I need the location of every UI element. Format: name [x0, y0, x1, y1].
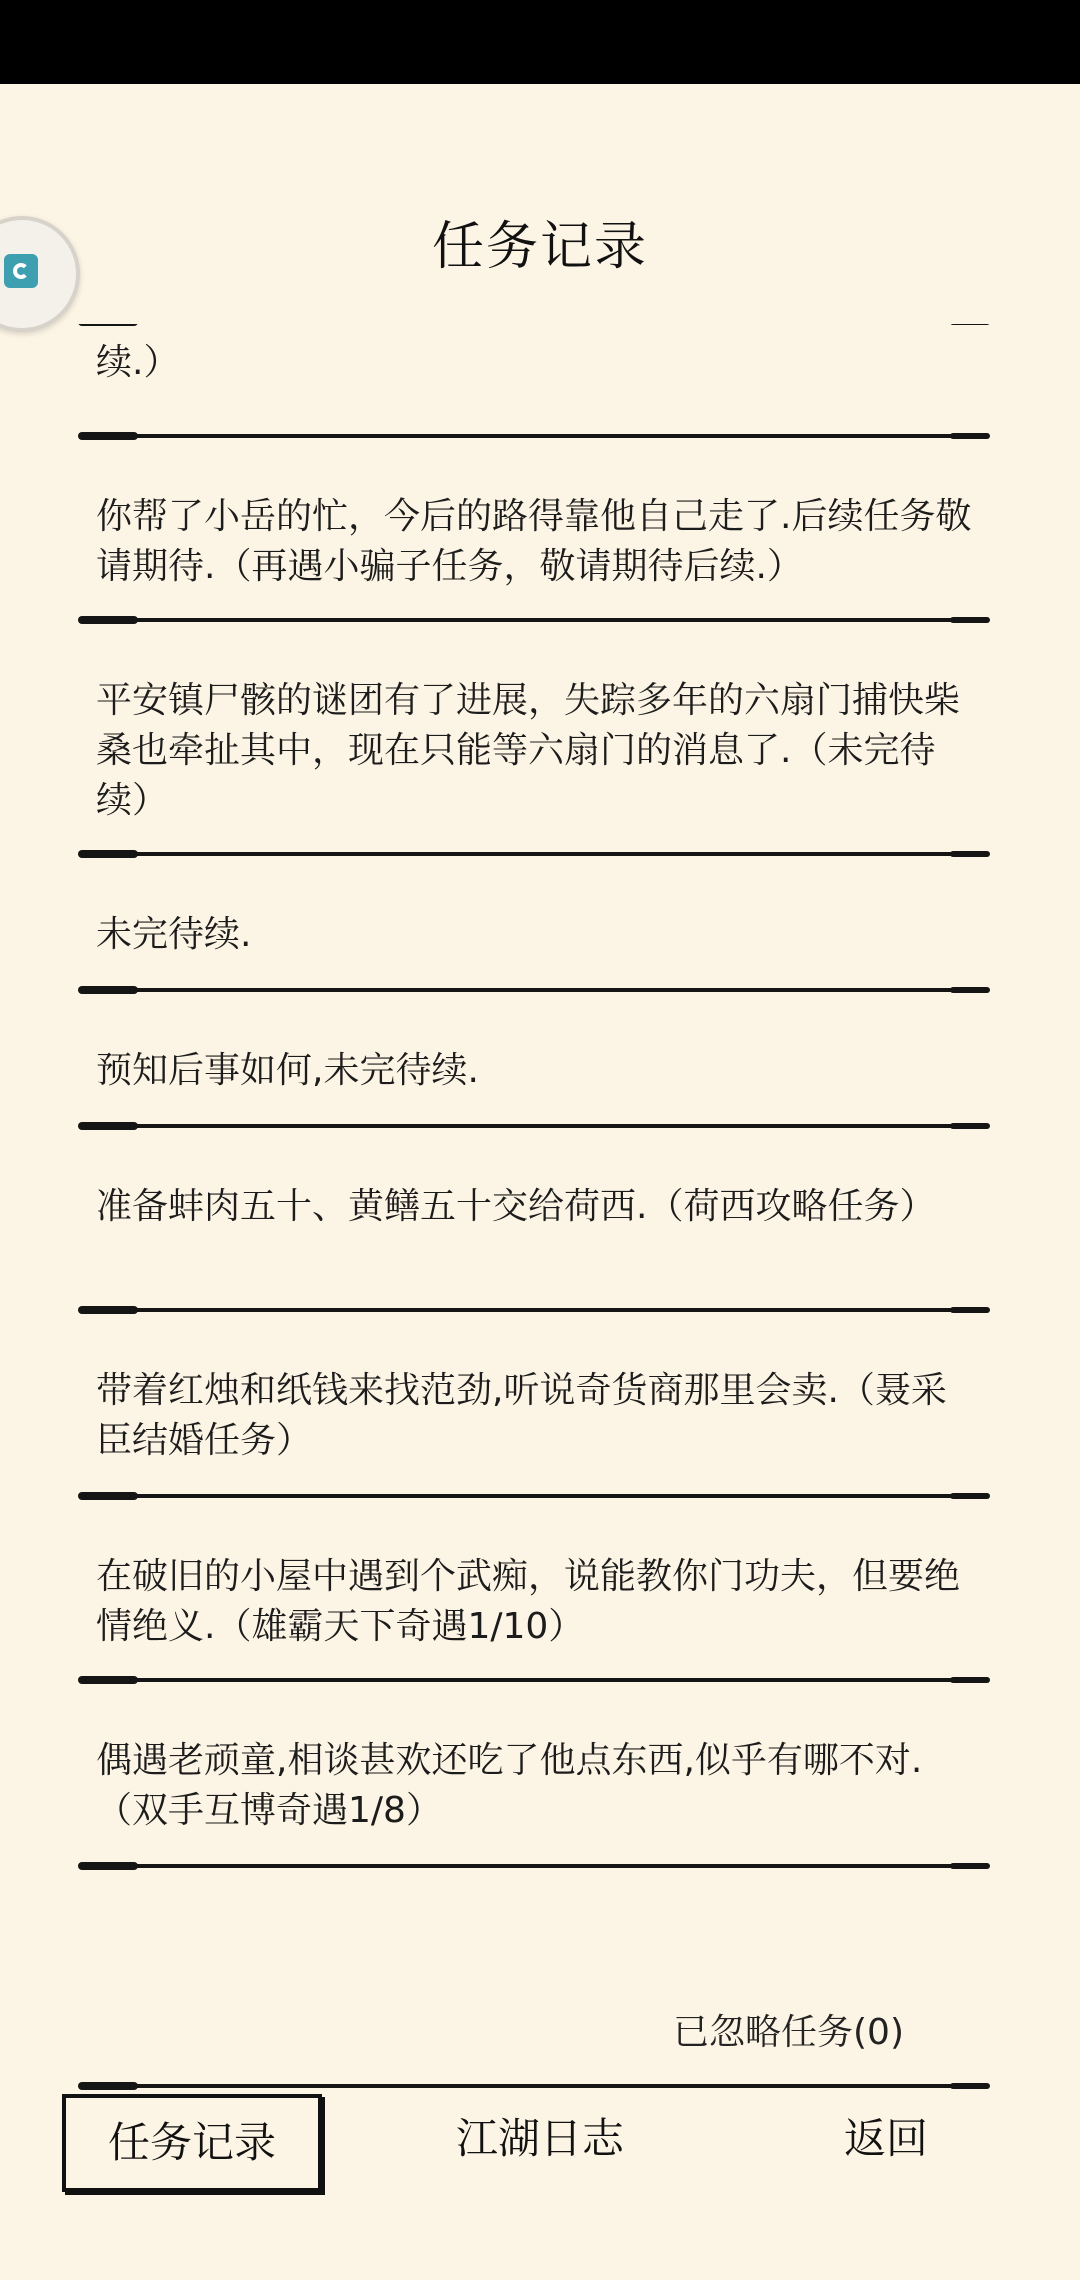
tab-quest-log[interactable]: 任务记录 [62, 2094, 322, 2192]
ignored-quests-link[interactable]: 已忽略任务(0) [673, 2012, 904, 2053]
quest-entry: 未完待续. [96, 914, 252, 955]
divider [84, 852, 984, 856]
divider [84, 1678, 984, 1682]
divider [84, 1864, 984, 1868]
quest-entry-partial: 续.） [96, 342, 180, 383]
divider [84, 1124, 984, 1128]
page-title: 任务记录 [431, 217, 648, 277]
quest-entry: 带着红烛和纸钱来找范劲,听说奇货商那里会卖.（聂采臣结婚任务） [96, 1370, 947, 1461]
status-bar [0, 0, 1080, 84]
divider [84, 1494, 984, 1498]
quest-log-screen [0, 84, 1080, 2280]
divider [84, 1308, 984, 1312]
quest-entry: 偶遇老顽童,相谈甚欢还吃了他点东西,似乎有哪不对.（双手互博奇遇1/8） [96, 1740, 923, 1831]
divider [84, 434, 984, 438]
quest-entry: 准备蚌肉五十、黄鳝五十交给荷西.（荷西攻略任务） [96, 1186, 936, 1227]
quest-entry: 在破旧的小屋中遇到个武痴，说能教你门功夫，但要绝情绝义.（雄霸天下奇遇1/10） [96, 1556, 961, 1647]
divider [84, 988, 984, 992]
back-button[interactable]: 返回 [843, 2114, 928, 2163]
tab-jianghu-log[interactable]: 江湖日志 [455, 2114, 624, 2163]
divider [84, 618, 984, 622]
divider [84, 2084, 984, 2088]
quest-entry: 你帮了小岳的忙，今后的路得靠他自己走了.后续任务敬请期待.（再遇小骗子任务，敬请期待后续.） [96, 496, 972, 587]
quest-entry: 预知后事如何,未完待续. [96, 1050, 479, 1091]
quest-entry: 平安镇尸骸的谜团有了进展，失踪多年的六扇门捕快柴桑也牵扯其中，现在只能等六扇门的消息了.（未完待续） [96, 680, 961, 821]
quest-list[interactable] [0, 324, 1080, 1994]
